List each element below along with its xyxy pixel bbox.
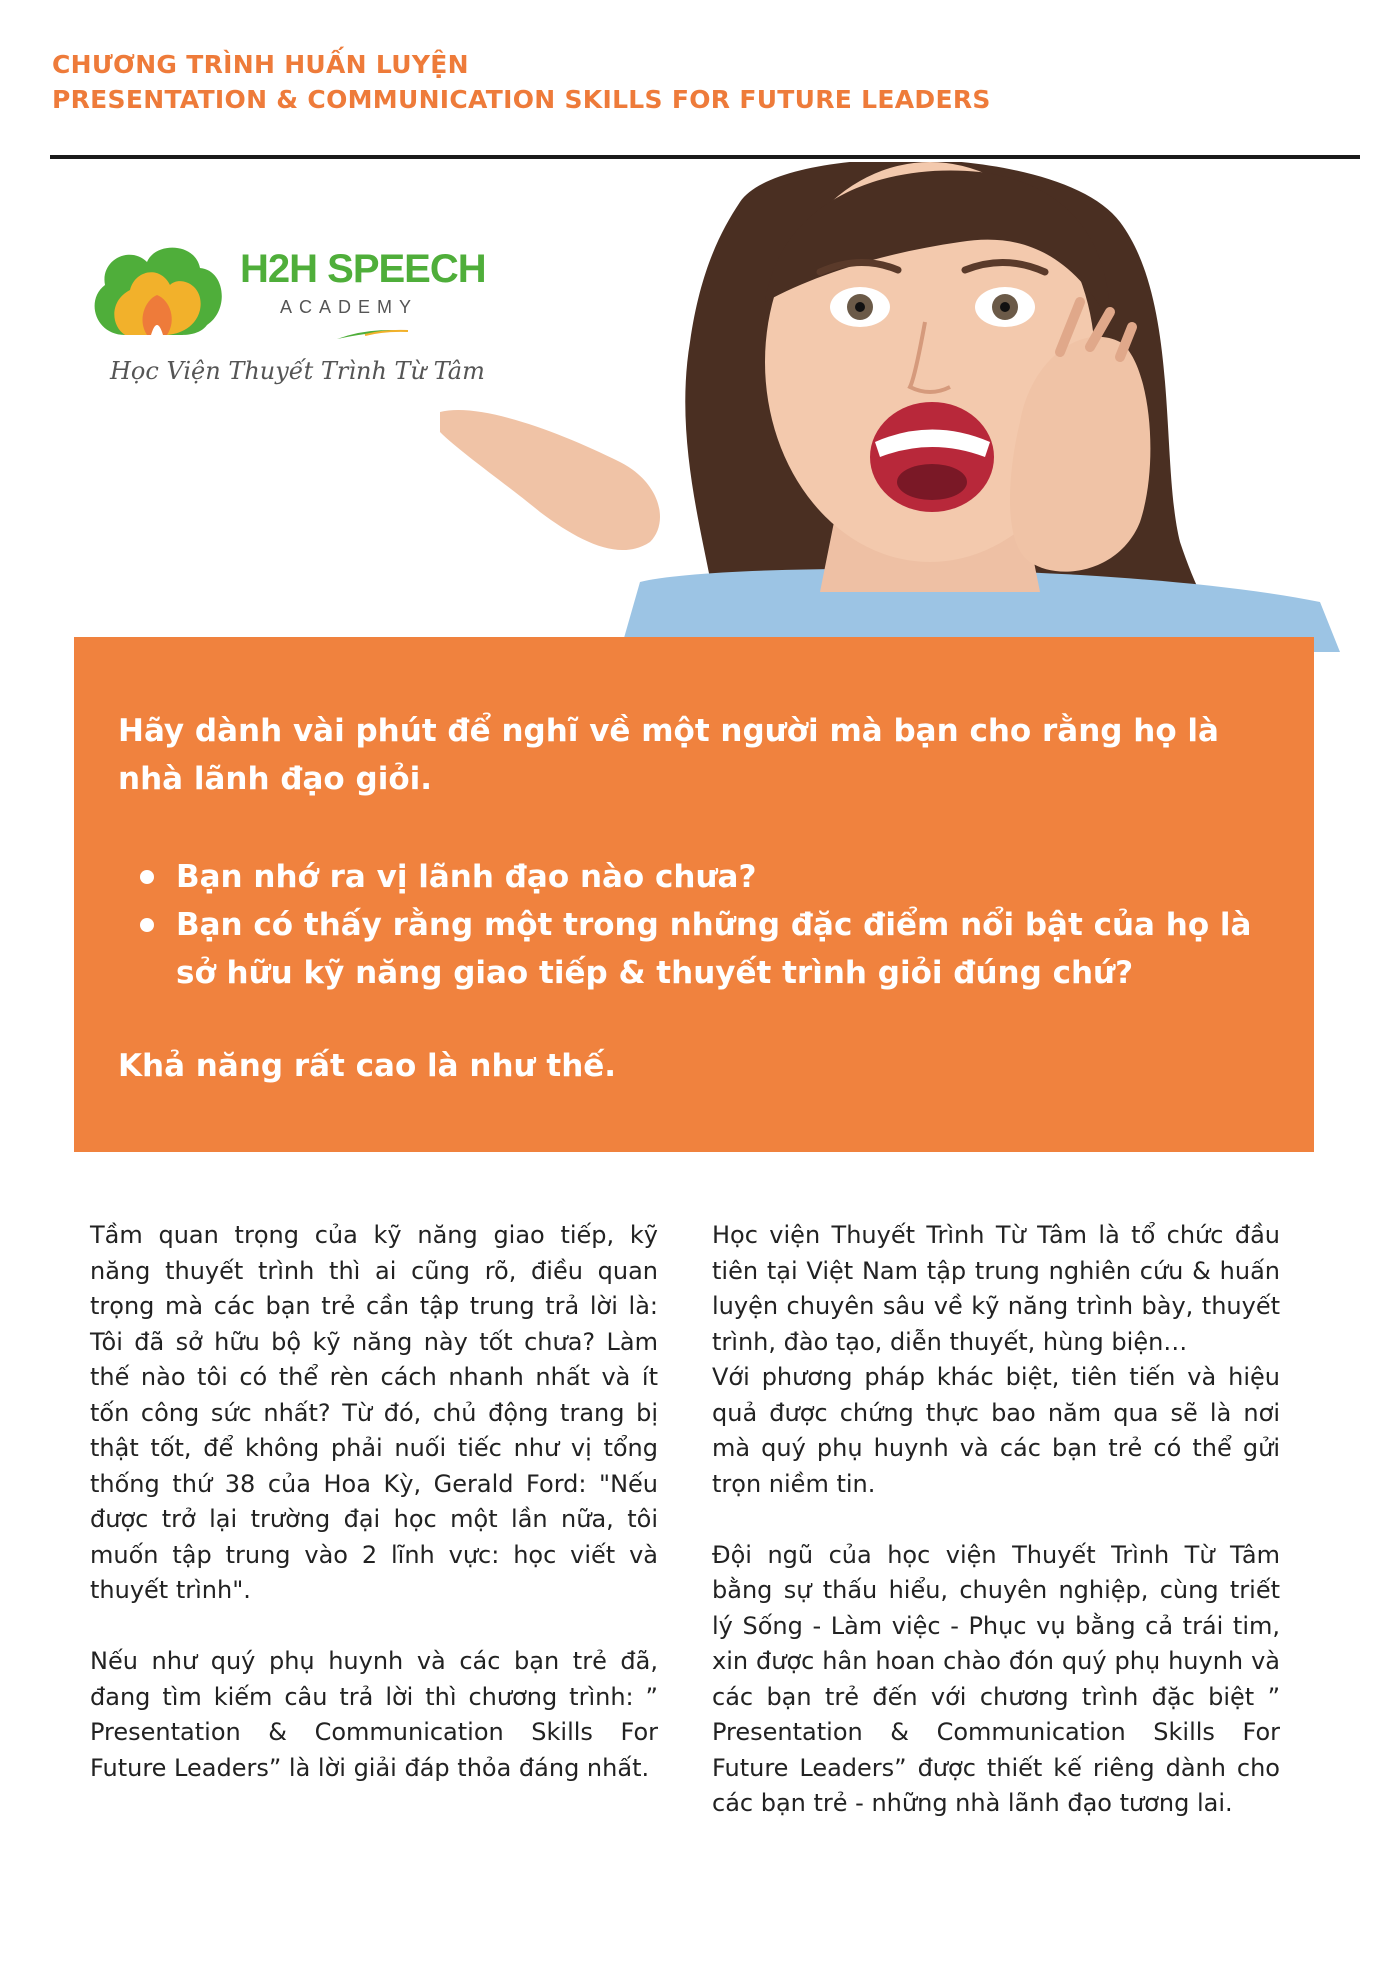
body-paragraph: Với phương pháp khác biệt, tiên tiến và hiệu quả được chứng thực bao năm qua sẽ là nơi mà quý phụ huynh và các bạn trẻ có thể gửi trọn niềm tin. — [712, 1363, 1280, 1498]
bullet-icon — [140, 870, 154, 884]
logo-tagline: Học Viện Thuyết Trình Từ Tâm — [110, 357, 485, 385]
body-paragraph: Nếu như quý phụ huynh và các bạn trẻ đã, đang tìm kiếm câu trả lời thì chương trình: ” Presentation & Communication Skills For Future Leaders” là lời giải đáp thỏa đáng nhất. — [90, 1647, 658, 1782]
body-column-right — [712, 1218, 1280, 1857]
hero-photo — [420, 162, 1360, 652]
body-paragraph: Tầm quan trọng của kỹ năng giao tiếp, kỹ năng thuyết trình thì ai cũng rõ, điều quan trọng mà các bạn trẻ cần tập trung trả lời là: Tôi đã sở hữu bộ kỹ năng này tốt chưa? Làm thế nào tôi có thể rèn cách nhanh nhất và ít tốn công sức nhất? Từ đó, chủ động trang bị thật tốt, để không phải nuối tiếc như vị tổng thống thứ 38 của Hoa Kỳ, Gerald Ford: "Nếu được trở lại trường đại học một lần nữa, tôi muốn tập trung vào 2 lĩnh vực: học viết và thuyết trình". — [90, 1221, 658, 1604]
callout-intro: Hãy dành vài phút để nghĩ về một người mà bạn cho rằng họ là nhà lãnh đạo giỏi. — [118, 713, 1219, 797]
callout-box — [74, 637, 1314, 1152]
logo-swoosh-icon — [335, 327, 410, 341]
header-divider — [50, 155, 1360, 159]
body-paragraph: Học viện Thuyết Trình Từ Tâm là tổ chức đầu tiên tại Việt Nam tập trung nghiên cứu & huấn luyện chuyên sâu về kỹ năng trình bày, thuyết trình, đào tạo, diễn thuyết, hùng biện… — [712, 1221, 1280, 1356]
callout-list — [118, 853, 1278, 997]
logo-name: H2H SPEECH — [240, 247, 486, 291]
callout-bullet-text: Bạn có thấy rằng một trong những đặc điểm nổi bật của họ là sở hữu kỹ năng giao tiếp & thuyết trình giỏi đúng chứ? — [176, 907, 1252, 991]
academy-logo — [85, 235, 505, 410]
callout-bullet-text: Bạn nhớ ra vị lãnh đạo nào chưa? — [176, 859, 757, 895]
list-item — [118, 901, 1278, 997]
program-label: CHƯƠNG TRÌNH HUẤN LUYỆN — [52, 50, 469, 79]
list-item — [118, 853, 1278, 901]
program-title: PRESENTATION & COMMUNICATION SKILLS FOR FUTURE LEADERS — [52, 85, 991, 114]
logo-cloud-icon — [85, 240, 230, 340]
logo-subtitle: ACADEMY — [280, 297, 419, 317]
body-column-left — [90, 1218, 658, 1822]
body-paragraph: Đội ngũ của học viện Thuyết Trình Từ Tâm bằng sự thấu hiểu, chuyên nghiệp, cùng triết lý Sống - Làm việc - Phục vụ bằng cả trái tim, xin được hân hoan chào đón quý phụ huynh và các bạn trẻ đến với chương trình đặc biệt ” Presentation & Communication Skills For Future Leaders” được thiết kế riêng dành cho các bạn trẻ - những nhà lãnh đạo tương lai. — [712, 1540, 1280, 1817]
bullet-icon — [140, 918, 154, 932]
hero-hand-left — [440, 410, 660, 550]
callout-conclusion: Khả năng rất cao là như thế. — [118, 1048, 617, 1084]
